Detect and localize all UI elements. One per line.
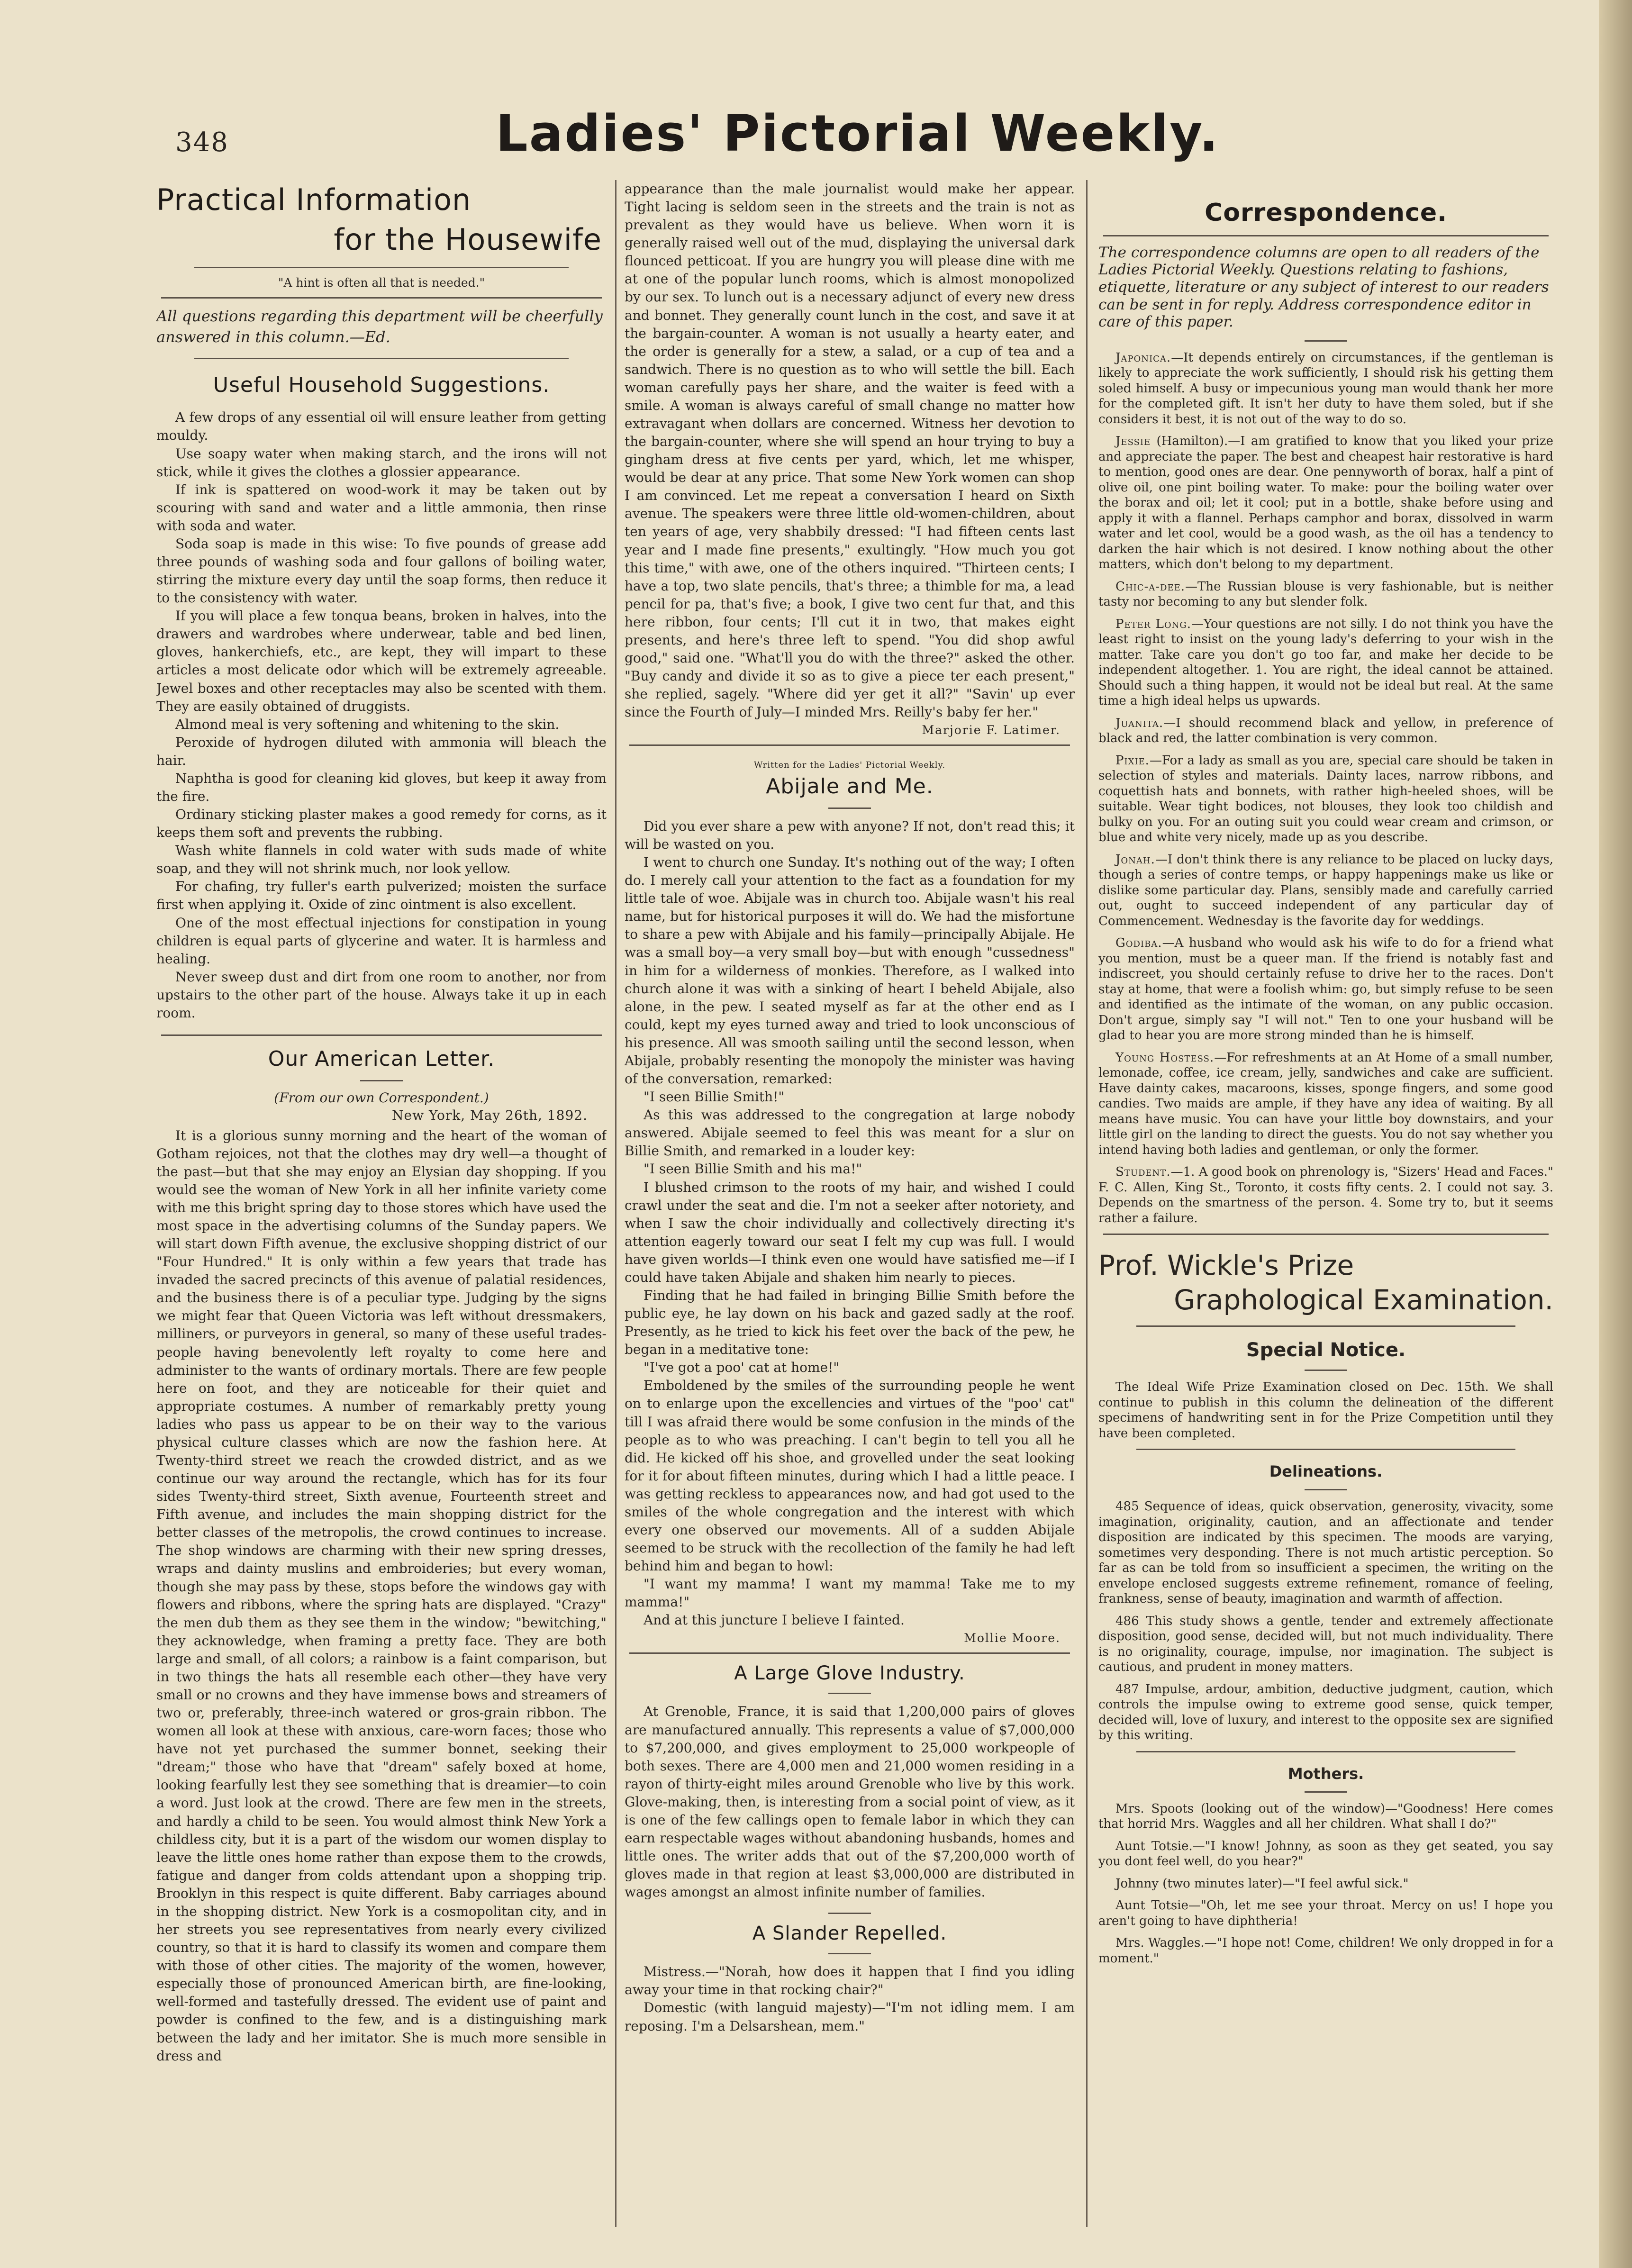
abijale-body: [625, 817, 1075, 1630]
correspondence-note: The correspondence columns are open to all readers of the Ladies Pictorial Weekly. Questions relating to fashions, etiquette, literature or any subject of interest to our readers can be sent in for reply. Address correspondence editor in care of this paper.: [1098, 244, 1549, 331]
mothers-paragraph: Aunt Totsie.—"I know! Johnny, as soon as they get seated, you say you dont feel well, do you hear?": [1098, 1839, 1553, 1869]
letter-paragraph: appearance than the male journalist would make her appear. Tight lacing is seldom seen in the streets and the train is not as prevalent as they would have us believe. When worn it is generally raised well out of the mud, displaying the universal dark flounced petticoat. If you are hungry you will please dine with me at one of the popular lunch rooms, which is almost monopolized by our sex. To lunch out is a necessary adjunct of every new dress and bonnet. They generally count lunch in the cost, and save it at the bargain-counter. A woman is not usually a hearty eater, and the order is generally for a stew, a salad, or a cup of tea and a sandwich. There is no question as to who will settle the bill. Each woman carefully pays her share, and the waiter is feed with a smile. A woman is always careful of small change no matter how extravagant when dollars are concerned. Witness her devotion to the bargain-counter, where she will spend an hour trying to buy a gingham dress at five cents per yard, which, let me whisper, would be dear at any price. That some New York women can shop I am convinced. Let me repeat a conversation I heard on Sixth avenue. The speakers were three little old-women-children, about ten years of age, very shabbily dressed: "I had fifteen cents last year and I made fine presents," exultingly. "How much you got this time," with awe, one of the others inquired. "Thirteen cents; I have a top, two slate pencils, that's three; a thimble for ma, a lead pencil for pa, that's five; a book, I give two cent fur that, and this here ribbon, four cents; I'll cut it in two, that makes eight presents, and here's three left to spend. "You did shop awful good," said one. "What'll you do with the three?" asked the other. "Buy candy and divide it so as to give a piece ter each present," she replied, sagely. "Where did yer get it all?" "Savin' up ever since the Fourth of July—I minded Mrs. Reilly's baby fer her.": [625, 181, 1075, 720]
entry-name: Young Hostess.: [1115, 1050, 1215, 1065]
entry-text: —For refreshments at an At Home of a small number, lemonade, coffee, ice cream, jelly, sandwiches and cake are sufficient. Have dainty cakes, macaroons, kisses, sponge fingers, and some good candies. Two maids are ample, if they have any idea of waiting. By all means have music. You can have your little boy downstairs, and your little girl on the landing to direct the guests. You do not say whether you intend having both ladies and gentleman, or only the former.: [1098, 1050, 1553, 1157]
entry-name: Godiba.: [1115, 936, 1162, 951]
suggestion-item: A few drops of any essential oil will ensure leather from getting mouldy.: [156, 409, 607, 444]
mothers-paragraph: Mrs. Spoots (looking out of the window)—"Goodness! Here comes that horrid Mrs. Waggles and all her children. What shall I do?": [1098, 1801, 1553, 1832]
column-divider: [1086, 180, 1088, 2227]
suggestion-item: Peroxide of hydrogen diluted with ammonia will bleach the hair.: [156, 734, 607, 768]
entry-text: —Your questions are not silly. I do not think you have the least right to insist on the young lady's deferring to your wish in the matter. Take care you don't go too far, and make her decide to be independent altogether. 1. You are right, the ideal cannot be attained. Should such a thing happen, it would not be ideal but real. At the same time a high ideal helps us upwards.: [1098, 617, 1553, 708]
suggestion-item: Wash white flannels in cold water with suds made of white soap, and they will not shrink much, nor look yellow.: [156, 843, 607, 877]
divider: [1136, 1751, 1515, 1752]
abijale-paragraph: Finding that he had failed in bringing Billie Smith before the public eye, he lay down on his back and gazed sadly at the roof. Presently, as he tried to kick his feet over the back of the pew, he began in a meditative tone:: [625, 1287, 1075, 1358]
entry-name: Japonica.: [1115, 350, 1171, 365]
entry-name: Student.: [1115, 1165, 1171, 1179]
delineation-item: 486 This study shows a gentle, tender and extremely affectionate disposition, good sense, decided will, but not much individuality. There is no originality, courage, impulse, nor imagination. The subject is cautious, and prudent in money matters.: [1098, 1614, 1553, 1675]
prof-title-line2: Graphological Examination.: [1174, 1283, 1553, 1316]
slander-body: [625, 1963, 1075, 2035]
divider: [1136, 1325, 1515, 1327]
suggestion-item: One of the most effectual injections for constipation in young children is equal parts of glycerine and water. It is harmless and healing.: [156, 915, 607, 967]
page-number: 348: [175, 127, 229, 158]
correspondence-entry: [1098, 579, 1553, 610]
correspondence-entry: [1098, 617, 1553, 709]
divider: [1103, 235, 1549, 236]
letter-byline: (From our own Correspondent.): [274, 1089, 489, 1106]
suggestion-item: If ink is spattered on wood-work it may be taken out by scouring with sand and water and a little ammonia, then rinse with soda and water.: [156, 481, 607, 534]
divider: [629, 1652, 1070, 1654]
suggestion-item: Soda soap is made in this wise: To five pounds of grease add three pounds of washing soda and four gallons of boiling water, stirring the mixture every day until the soap forms, then reduce it to the consistency with water.: [156, 535, 607, 606]
divider: [629, 744, 1070, 746]
correspondence-entry: [1098, 935, 1553, 1043]
divider: [828, 1693, 871, 1694]
mothers-body: [1098, 1801, 1553, 1967]
glove-body: [625, 1703, 1075, 1901]
entry-name: Peter Long.: [1115, 617, 1192, 631]
suggestion-item: For chafing, try fuller's earth pulverized; moisten the surface first when applying it. Oxide of zinc ointment is also excellent.: [156, 879, 607, 913]
middle-column: [625, 180, 1075, 2235]
entry-text: —It depends entirely on circumstances, if the gentleman is likely to appreciate the work sufficiently, I should risk his getting them soled himself. A busy or impecunious young man would thank her more for the completed gift. It isn't her duty to have them soled, but if she considers it best, it is not out of the way to do so.: [1098, 350, 1553, 426]
entry-text: (Hamilton).—I am gratified to know that you liked your prize and appreciate the paper. The best and cheapest hair restorative is hard to mention, good ones are dear. One pennyworth of borax, half a pint of olive oil, one pint boiling water. To make: pour the boiling water over the borax and oil; let it cool; put in a bottle, shake before using and apply it with a flannel. Perhaps camphor and borax, dissolved in warm water and let cool, would be a good wash, as the oil has a tendency to darken the hair which is not desired. I know nothing about the other matters, which don't belong to my department.: [1098, 434, 1553, 572]
suggestion-item: If you will place a few tonqua beans, broken in halves, into the drawers and wardrobes where underwear, table and bed linen, gloves, hankerchiefs, etc., are kept, they will impart to these articles a most delicate odor which will be extremely agreeable. Jewel boxes and other receptacles may also be scented with them. They are easily obtained of druggists.: [156, 608, 607, 714]
delineation-item: 487 Impulse, ardour, ambition, deductive judgment, caution, which controls the impulse owing to extreme good sense, quick temper, decided will, love of luxury, and interest to the opposite sex are signified by this writing.: [1098, 1682, 1553, 1743]
divider: [1103, 1234, 1549, 1235]
abijale-paragraph: And at this juncture I believe I fainted.: [644, 1612, 905, 1628]
divider: [360, 1080, 403, 1081]
mothers-paragraph: Johnny (two minutes later)—"I feel awful sick.": [1115, 1876, 1409, 1891]
masthead-title: Ladies' Pictorial Weekly.: [496, 104, 1220, 163]
letter-body: [156, 1127, 607, 2065]
page-header: [156, 100, 1559, 180]
mothers-title: Mothers.: [1287, 1764, 1364, 1783]
column-divider: [615, 180, 617, 2227]
page-edge-shadow: [1599, 0, 1632, 2268]
correspondence-title: Correspondence.: [1205, 199, 1447, 227]
abijale-signature: Mollie Moore.: [964, 1631, 1061, 1645]
abijale-title: Abijale and Me.: [766, 774, 934, 799]
entry-text: —A husband who would ask his wife to do for a friend what you mention, must be a queer man. If the friend is notably fast and indiscreet, you should certainly refuse to drive her to the races. Don't stay at home, that were a foolish whim: go, but simply refuse to be seen and identified as the intimate of the woman, on any public occasion. Don't argue, simply say "I will not." Ten to one your husband will be glad to hear you are more strong minded than he is himself.: [1098, 936, 1553, 1043]
correspondence-entries: [1098, 350, 1553, 1226]
entry-text: —I don't think there is any reliance to be placed on lucky days, though a series of contre temps, or happy happenings make us like or dislike some particular day. Plans, sensibly made and carefully carried out, ought to succeed independent of any particular day of Commencement. Wednesday is the favorite day for weddings.: [1098, 852, 1553, 928]
abijale-paragraph: "I want my mamma! I want my mamma! Take me to my mamma!": [625, 1576, 1075, 1610]
special-notice-text: The Ideal Wife Prize Examination closed on Dec. 15th. We shall continue to publish in this column the delineation of the different specimens of handwriting sent in for the Prize Competition until they have been completed.: [1098, 1380, 1553, 1441]
divider: [828, 807, 871, 809]
right-column: [1098, 180, 1553, 2235]
motto: "A hint is often all that is needed.": [278, 276, 485, 290]
delineation-item: 485 Sequence of ideas, quick observation, generosity, vivacity, some imagination, originality, caution, and an affectionate and tender disposition are indicated by this specimen. The moods are varying, sometimes very desponding. There is not much artistic perception. So far as can be told from so insufficient a specimen, the writing on the envelope enclosed suggests extreme refinement, romance of feeling, frankness, sense of beauty, imagination and warmth of affection.: [1098, 1499, 1553, 1606]
slander-paragraph: Mistress.—"Norah, how does it happen that I find you idling away your time in that rocking chair?": [625, 1964, 1075, 1998]
correspondence-entry: [1098, 852, 1553, 929]
left-column: [156, 180, 607, 2235]
letter-paragraph: It is a glorious sunny morning and the heart of the woman of Gotham rejoices, not that the clothes may dry well—a thought of the past—but that she may enjoy an Elysian day shopping. If you would see the woman of New York in all her infinite variety come with me this bright spring day to those stores which have used the most space in the advertising columns of the Sunday papers. We will start down Fifth avenue, the exclusive shopping district of our "Four Hundred." It is only within a few years that trade has invaded the sacred precincts of this avenue of palatial residences, and the business there is of a peculiar type. Judging by the signs we might fear that Queen Victoria was left without dressmakers, milliners, or purveyors in general, so many of these useful trades-people having benevolently left royalty to come here and administer to the wants of ordinary mortals. There are few people here on foot, and they are noticeable for their quiet and appropriate costumes. A number of remarkably pretty young ladies who pass us appear to be on their way to the various physical culture classes which are now the fashion here. At Twenty-third street we reach the crowded district, and as we continue our way around the rectangle, which has for its four sides Twenty-third street, Sixth avenue, Fourteenth street and Fifth avenue, and includes the main shopping district for the better classes of the metropolis, the crowd continues to increase. The shop windows are charming with their new spring dresses, wraps and dainty muslins and embroideries; but every woman, though she may pass by these, stops before the windows gay with flowers and ribbons, where the spring hats are displayed. "Crazy" the men dub them as they see them in the window; "bewitching," they acknowledge, when framing a pretty face. They are both large and small, of all colors; a rainbow is a faint comparison, but in two things the hats all resemble each other—they have very small or no crowns and they have immense bows and streamers of two or, preferably, three-inch watered or gros-grain ribbon. The women all look at these with anxious, care-worn faces; those who have not yet purchased the summer bonnet, seeking their "dream;" those who have that "dream" safely boxed at home, looking fearfully lest they see something that is dreamier—to coin a word. Just look at the crowd. There are few men in the streets, and hardly a child to be seen. You would almost think New York a childless city, but it is a part of the wisdom our women display to leave the little ones home rather than expose them to the crowds, fatigue and danger from colds attendant upon a shopping trip. Brooklyn in this respect is quite different. Baby carriages abound in the shopping district. New York is a cosmopolitan city, and in her streets you see representatives from nearly every civilized country, so that it is hard to classify its women and compare them with those of other cities. The majority of the women, however, especially those of pronounced American birth, are fine-looking, well-formed and tastefully dressed. The evident use of paint and powder is confined to the few, and is a distinguishing mark between the lady and her imitator. She is much more sensible in dress and: [156, 1127, 607, 2064]
divider: [1305, 1791, 1347, 1793]
letter-dateline: New York, May 26th, 1892.: [392, 1107, 588, 1123]
correspondence-entry: [1098, 350, 1553, 427]
entry-name: Jonah.: [1115, 852, 1155, 867]
correspondence-entry: [1098, 1164, 1553, 1226]
correspondence-entry: [1098, 753, 1553, 845]
suggestion-item: Almond meal is very softening and whitening to the skin.: [175, 716, 560, 732]
delineations-list: [1098, 1499, 1553, 1743]
glove-title: A Large Glove Industry.: [734, 1662, 965, 1685]
suggestions-list: [156, 408, 607, 1022]
entry-text: —For a lady as small as you are, special care should be taken in selection of styles and materials. Dainty laces, narrow ribbons, and coquettish hats and bonnets, with rather high-heeled shoes, will be suitable. Wear tight bodices, not blouses, they look too childish and bulky on you. For an outing suit you could wear cream and crimson, or blue and white very nicely, made up as you describe.: [1098, 753, 1553, 845]
divider: [194, 358, 569, 359]
suggestion-item: Ordinary sticking plaster makes a good remedy for corns, as it keeps them soft and prevents the rubbing.: [156, 807, 607, 841]
editor-note: All questions regarding this department will be cheerfully answered in this column.—Ed.: [156, 307, 603, 346]
mothers-paragraph: Aunt Totsie—"Oh, let me see your throat. Mercy on us! I hope you aren't going to have diphtheria!: [1098, 1898, 1553, 1928]
letter-continued: [625, 180, 1075, 721]
suggestion-item: Use soapy water when making starch, and the irons will not stick, while it gives the clothes a glossier appearance.: [156, 445, 607, 480]
letter-title: Our American Letter.: [268, 1047, 495, 1071]
suggestion-item: Never sweep dust and dirt from one room to another, nor from upstairs to the other part of the house. Always take it up in each room.: [156, 969, 607, 1021]
correspondence-entry: [1098, 716, 1553, 746]
divider: [1305, 1489, 1347, 1490]
slander-title: A Slander Repelled.: [752, 1923, 947, 1945]
divider: [1305, 340, 1347, 342]
abijale-paragraph: I went to church one Sunday. It's nothing out of the way; I often do. I merely call your attention to the fact as a foundation for my little tale of woe. Abijale was in church too. Abijale wasn't his real name, but for historical purposes it will do. We had the misfortune to share a pew with Abijale and his family—principally Abijale. He was a small boy—a very small boy—but with enough "cussedness" in him for a wilderness of monkies. Therefore, as I walked into church alone it was with a sinking of heart I beheld Abijale, also alone, in the pew. I seated myself as far at the other end as I could, kept my eyes turned away and tried to look unconscious of his presence. All was smooth sailing until the second lesson, when Abijale, probably resenting the monopoly the minister was having of the conversation, remarked:: [625, 854, 1075, 1087]
delineations-title: Delineations.: [1269, 1462, 1383, 1481]
divider: [161, 297, 602, 299]
divider: [828, 1953, 871, 1954]
divider: [828, 1913, 871, 1914]
abijale-credit: Written for the Ladies' Pictorial Weekly.: [753, 760, 946, 771]
letter-signature: Marjorie F. Latimer.: [922, 723, 1061, 737]
divider: [1305, 1370, 1347, 1371]
abijale-paragraph: I blushed crimson to the roots of my hair, and wished I could crawl under the seat and die. I'm not a seeker after notoriety, and when I saw the choir individually and collectively directing it's attention eagerly toward our seat I felt my cup was full. I would have given worlds—I think even one would have satisfied me—if I could have taken Abijale and shaken him nearly to pieces.: [625, 1179, 1075, 1285]
entry-name: Juanita.: [1115, 716, 1164, 730]
entry-text: —I should recommend black and yellow, in preference of black and red, the latter combination is very common.: [1098, 716, 1553, 746]
housewife-title: Practical Information for the Housewife: [156, 182, 602, 257]
prof-title-line1: Prof. Wickle's Prize: [1098, 1249, 1354, 1282]
abijale-paragraph: "I seen Billie Smith and his ma!": [644, 1161, 862, 1177]
entry-text: —1. A good book on phrenology is, "Sizers' Head and Faces." F. C. Allen, King St., Toronto, it costs fifty cents. 2. I could not say. 3. Depends on the smartness of the person. 4. Some try to, but it seems rather a failure.: [1098, 1165, 1553, 1225]
suggestions-title: Useful Household Suggestions.: [213, 372, 550, 397]
entry-name: Pixie.: [1115, 753, 1150, 768]
mothers-paragraph: Mrs. Waggles.—"I hope not! Come, children! We only dropped in for a moment.": [1098, 1936, 1553, 1966]
slander-paragraph: Domestic (with languid majesty)—"I'm not idling mem. I am reposing. I'm a Delsarshean, mem.": [625, 2000, 1075, 2034]
abijale-paragraph: "I've got a poo' cat at home!": [644, 1360, 840, 1376]
entry-name: Chic-a-dee.: [1115, 579, 1186, 594]
abijale-paragraph: Did you ever share a pew with anyone? If not, don't read this; it will be wasted on you.: [625, 818, 1075, 853]
abijale-paragraph: "I seen Billie Smith!": [644, 1089, 785, 1105]
special-notice-title: Special Notice.: [1246, 1339, 1406, 1361]
abijale-paragraph: Emboldened by the smiles of the surrounding people he went on to enlarge upon the excellencies and virtues of the "poo' cat" till I was afraid there would be some confusion in the minds of the people as to who was preaching. I can't begin to tell you all he did. He kicked off his shoe, and grovelled under the seat looking for it for about fifteen minutes, during which I had a little peace. I was getting reckless to appearances now, and had got used to the smiles of the whole congregation and the interest with which every one observed our movements. All of a sudden Abijale seemed to be struck with the recollection of the family he had left behind him and began to howl:: [625, 1378, 1075, 1574]
entry-text: —The Russian blouse is very fashionable, but is neither tasty nor becoming to any but slender folk.: [1098, 579, 1553, 609]
divider: [194, 267, 569, 268]
abijale-paragraph: As this was addressed to the congregation at large nobody answered. Abijale seemed to feel this was meant for a slur on Billie Smith, and remarked in a louder key:: [625, 1107, 1075, 1159]
suggestion-item: Naphtha is good for cleaning kid gloves, but keep it away from the fire.: [156, 770, 607, 804]
divider: [1136, 1449, 1515, 1450]
correspondence-entry: [1098, 1050, 1553, 1158]
glove-paragraph: At Grenoble, France, it is said that 1,200,000 pairs of gloves are manufactured annually. This represents a value of $7,000,000 to $7,200,000, and gives employment to 25,000 workpeople of both sexes. There are 4,000 men and 21,000 women residing in a rayon of thirty-eight miles around Grenoble who live by this work. Glove-making, then, is interesting from a social point of view, as it is one of the few callings open to female labor in which they can earn respectable wages without abandoning husbands, homes and little ones. The writer adds that out of the $7,200,000 worth of gloves made in that region at least $3,000,000 are distributed in wages amongst an almost infinite number of families.: [625, 1704, 1075, 1900]
divider: [161, 1034, 602, 1036]
entry-name: Jessie: [1115, 434, 1151, 449]
correspondence-entry: [1098, 434, 1553, 572]
